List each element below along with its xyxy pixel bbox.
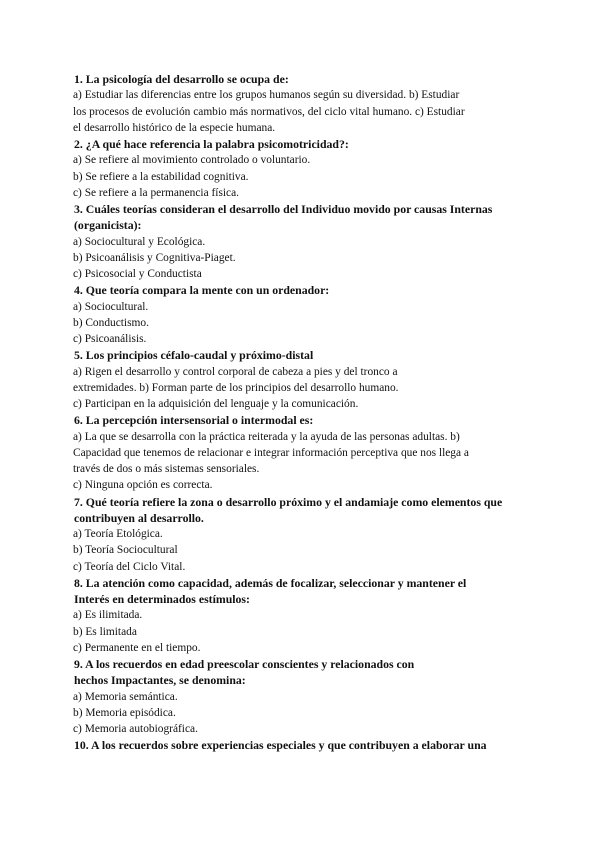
question-2-title-line: 2. ¿A qué hace referencia la palabra psicomotricidad?: bbox=[74, 137, 349, 151]
question-6-option-line: Capacidad que tenemos de relacionar e integrar información perceptiva que nos llega a bbox=[73, 446, 469, 459]
question-1-option-line: el desarrollo histórico de la especie humana. bbox=[73, 121, 276, 134]
question-4-option-line: c) Psicoanálisis. bbox=[73, 333, 147, 345]
question-9-option-line: c) Memoria autobiográfica. bbox=[73, 723, 198, 735]
question-8-title-line: Interés en determinados estímulos: bbox=[74, 592, 250, 606]
question-7-option-line: a) Teoría Etológica. bbox=[73, 528, 163, 540]
question-6-option-line: través de dos o más sistemas sensoriales. bbox=[73, 463, 260, 475]
question-9-title-line: hechos Impactantes, se denomina: bbox=[74, 673, 246, 688]
question-2-option-line: c) Se refiere a la permanencia física. bbox=[73, 186, 240, 199]
question-1-option-line: los procesos de evolución cambio más normativos, del ciclo vital humano. c) Estudiar bbox=[73, 105, 465, 118]
question-3-option-line: a) Sociocultural y Ecológica. bbox=[73, 235, 206, 248]
question-8-option-line: c) Permanente en el tiempo. bbox=[73, 641, 201, 654]
question-5-option-line: a) Rigen el desarrollo y control corporal de cabeza a pies y del tronco a bbox=[73, 365, 398, 378]
question-1-title-line: 1. La psicología del desarrollo se ocupa de: bbox=[74, 72, 289, 86]
question-3-title-line: 3. Cuáles teorías consideran el desarrollo del Individuo movido por causas Internas bbox=[74, 202, 493, 216]
question-10-title-line: 10. A los recuerdos sobre experiencias especiales y que contribuyen a elaborar una bbox=[74, 738, 487, 753]
question-3-option-line: c) Psicosocial y Conductista bbox=[73, 268, 202, 280]
question-7-title-line: contribuyen al desarrollo. bbox=[74, 510, 204, 525]
question-4-option-line: a) Sociocultural. bbox=[73, 300, 149, 313]
question-6-title-line: 6. La percepción intersensorial o intermodal es: bbox=[74, 413, 314, 428]
question-7-option-line: c) Teoría del Ciclo Vital. bbox=[73, 560, 186, 573]
question-6-option-line: c) Ninguna opción es correcta. bbox=[73, 479, 213, 492]
question-5-option-line: c) Participan en la adquisición del lenguaje y la comunicación. bbox=[73, 398, 359, 410]
question-9-option-line: b) Memoria episódica. bbox=[73, 706, 176, 719]
question-3-title-line: (organicista): bbox=[74, 218, 142, 233]
question-5-title-line: 5. Los principios céfalo-caudal y próximo-distal bbox=[74, 348, 314, 363]
question-5-option-line: extremidades. b) Forman parte de los principios del desarrollo humano. bbox=[73, 381, 399, 394]
question-3-option-line: b) Psicoanálisis y Cognitiva-Piaget. bbox=[73, 251, 236, 264]
question-2-option-line: a) Se refiere al movimiento controlado o voluntario. bbox=[73, 154, 311, 167]
question-7-option-line: b) Teoría Sociocultural bbox=[73, 544, 178, 557]
question-9-title-line: 9. A los recuerdos en edad preescolar conscientes y relacionados con bbox=[74, 657, 415, 671]
question-4-option-line: b) Conductismo. bbox=[73, 316, 149, 329]
question-8-option-line: b) Es limitada bbox=[73, 625, 137, 638]
question-6-option-line: a) La que se desarrolla con la práctica reiterada y la ayuda de las personas adultas. b) bbox=[73, 430, 460, 443]
question-1-option-line: a) Estudiar las diferencias entre los grupos humanos según su diversidad. b) Estudiar bbox=[73, 89, 460, 102]
question-4-title-line: 4. Que teoría compara la mente con un ordenador: bbox=[74, 283, 330, 298]
question-8-title-line: 8. La atención como capacidad, además de focalizar, seleccionar y mantener el bbox=[74, 575, 467, 590]
question-8-option-line: a) Es ilimitada. bbox=[73, 609, 143, 622]
question-9-option-line: a) Memoria semántica. bbox=[73, 690, 178, 703]
question-7-title-line: 7. Qué teoría refiere la zona o desarrollo próximo y el andamiaje como elementos que bbox=[74, 494, 503, 509]
question-2-option-line: b) Se refiere a la estabilidad cognitiva. bbox=[73, 170, 249, 183]
